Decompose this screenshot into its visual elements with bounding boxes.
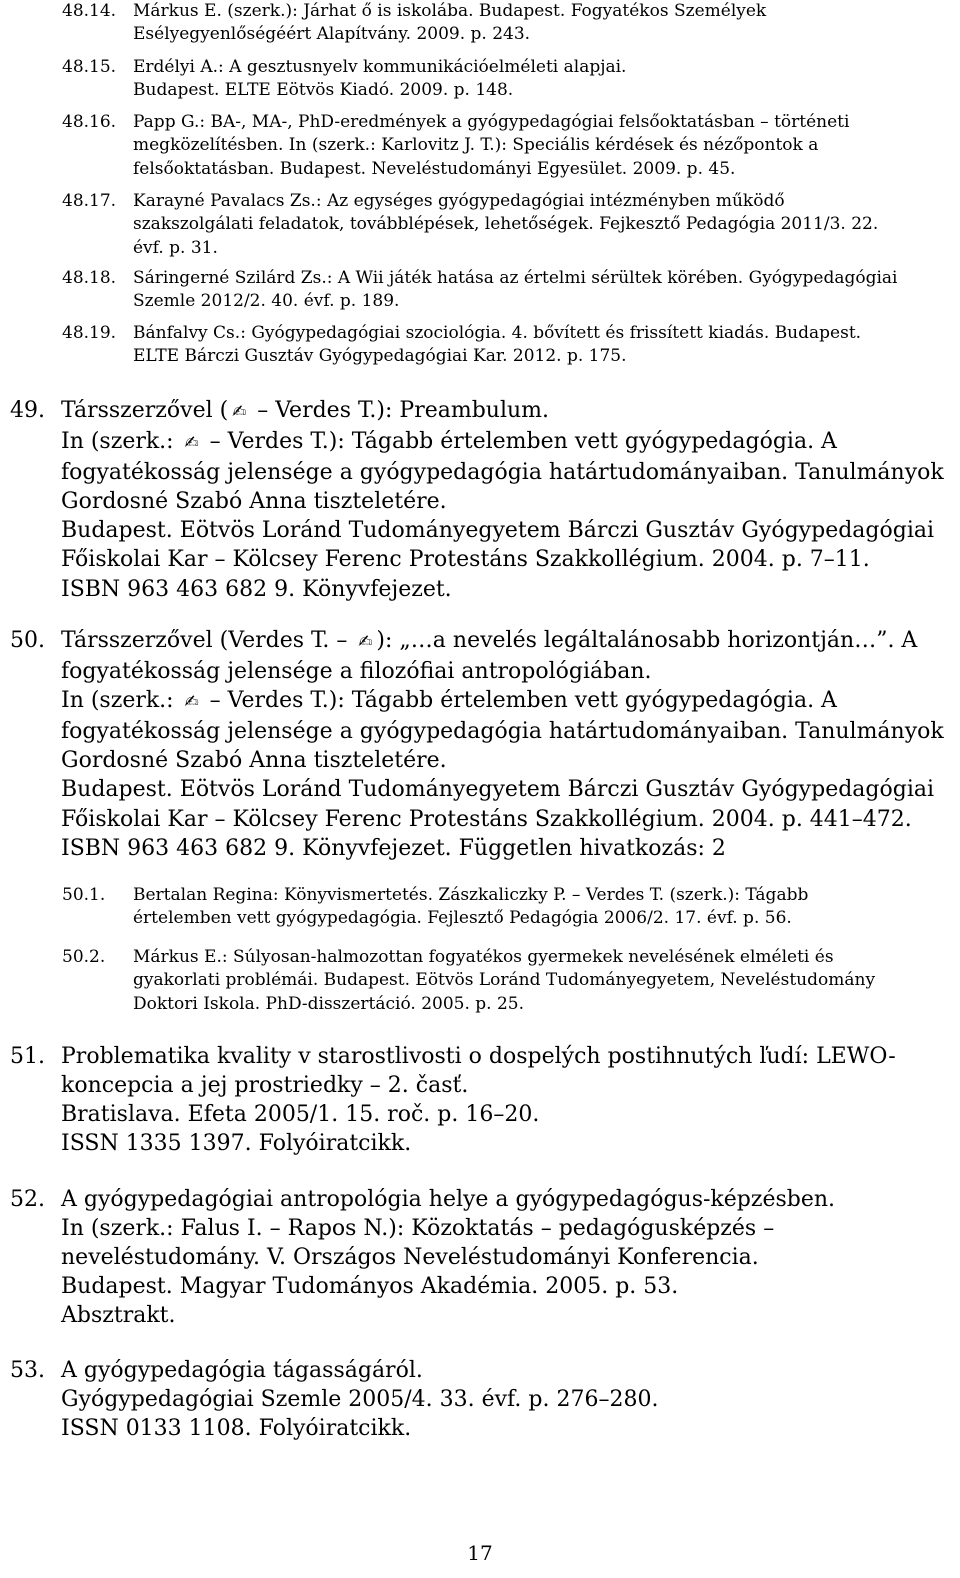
reference-number: 48.14.	[62, 1, 117, 21]
reference-line	[61, 427, 951, 458]
reference-line: Esélyegyenlőségéért Alapítvány. 2009. p. 243.	[133, 24, 531, 45]
reference-line: A gyógypedagógia tágasságáról.	[61, 1358, 423, 1383]
reference-line	[61, 396, 951, 427]
reference-text: Társszerzővel (	[61, 398, 229, 423]
reference-line: neveléstudomány. V. Országos Neveléstudományi Konferencia.	[61, 1245, 759, 1271]
reference-line: Főiskolai Kar – Kölcsey Ferenc Protestáns Szakkollégium. 2004. p. 7–11.	[61, 547, 870, 573]
reference-line: Bertalan Regina: Könyvismertetés. Zászkaliczky P. – Verdes T. (szerk.): Tágabb	[133, 885, 809, 905]
reference-line: ISSN 0133 1108. Folyóiratcikk.	[61, 1416, 412, 1442]
reference-line: Bratislava. Efeta 2005/1. 15. roč. p. 16–20.	[61, 1102, 540, 1128]
reference-line: Problematika kvality v starostlivosti o dospelých postihnutých ľudí: LEWO-	[61, 1044, 896, 1069]
reference-line: koncepcia a jej prostriedky – 2. časť.	[61, 1073, 469, 1099]
reference-line: Absztrakt.	[61, 1303, 176, 1329]
reference-text: – Verdes T.): Tágabb értelemben vett gyógypedagógia. A	[202, 429, 837, 455]
writing-hand-icon: ✍	[232, 402, 247, 422]
reference-line: fogyatékosság jelensége a gyógypedagógia határtudományaiban. Tanulmányok	[61, 460, 944, 486]
reference-number: 48.16.	[62, 112, 117, 132]
reference-line: Bánfalvy Cs.: Gyógypedagógiai szociológia. 4. bővített és frissített kiadás. Budapest.	[133, 323, 862, 343]
reference-line: Gordosné Szabó Anna tiszteletére.	[61, 748, 447, 774]
reference-text: In (szerk.:	[61, 429, 181, 455]
reference-line: ISBN 963 463 682 9. Könyvfejezet. Független hivatkozás: 2	[61, 835, 726, 861]
reference-line: évf. p. 31.	[133, 237, 218, 258]
reference-line: Gordosné Szabó Anna tiszteletére.	[61, 489, 447, 515]
reference-number: 48.17.	[62, 191, 117, 211]
reference-line: A gyógypedagógiai antropológia helye a gyógypedagógus-képzésben.	[61, 1187, 836, 1212]
reference-line: Sáringerné Szilárd Zs.: A Wii játék hatása az értelmi sérültek körében. Gyógypedagógiai	[133, 268, 898, 288]
reference-text: In (szerk.:	[61, 688, 181, 714]
reference-line: ELTE Bárczi Gusztáv Gyógypedagógiai Kar. 2012. p. 175.	[133, 346, 627, 367]
reference-line: Márkus E. (szerk.): Járhat ő is iskolába. Budapest. Fogyatékos Személyek	[133, 1, 767, 21]
reference-number: 50.2.	[62, 947, 106, 967]
reference-line: Márkus E.: Súlyosan-halmozottan fogyatékos gyermekek nevelésének elméleti és	[133, 947, 834, 967]
reference-line: fogyatékosság jelensége a filozófiai antropológiában.	[61, 659, 652, 685]
reference-line: Budapest. Magyar Tudományos Akadémia. 2005. p. 53.	[61, 1274, 679, 1300]
writing-hand-icon: ✍	[184, 433, 199, 454]
reference-number: 48.19.	[62, 323, 117, 343]
reference-line: fogyatékosság jelensége a gyógypedagógia határtudományaiban. Tanulmányok	[61, 719, 944, 745]
reference-line: szakszolgálati feladatok, továbblépések, lehetőségek. Fejkesztő Pedagógia 2011/3. 22.	[133, 214, 879, 235]
reference-line: Karayné Pavalacs Zs.: Az egységes gyógypedagógiai intézményben működő	[133, 191, 785, 211]
reference-number: 49.	[10, 398, 45, 423]
reference-line: értelemben vett gyógypedagógia. Fejlesztő Pedagógia 2006/2. 17. évf. p. 56.	[133, 908, 792, 929]
reference-line	[61, 686, 951, 717]
reference-line: Budapest. Eötvös Loránd Tudományegyetem Bárczi Gusztáv Gyógypedagógiai	[61, 777, 935, 803]
reference-text: – Verdes T.): Tágabb értelemben vett gyógypedagógia. A	[202, 688, 837, 714]
reference-line: Doktori Iskola. PhD-disszertáció. 2005. p. 25.	[133, 993, 525, 1014]
reference-number: 48.18.	[62, 268, 117, 288]
reference-number: 50.	[10, 628, 45, 653]
reference-line	[61, 626, 951, 657]
reference-line: Gyógypedagógiai Szemle 2005/4. 33. évf. p. 276–280.	[61, 1387, 659, 1413]
reference-text: – Verdes T.): Preambulum.	[250, 398, 550, 423]
reference-text: Társszerzővel (Verdes T. –	[61, 628, 355, 653]
reference-number: 51.	[10, 1044, 45, 1069]
reference-number: 48.15.	[62, 57, 117, 77]
reference-line: megközelítésben. In (szerk.: Karlovitz J. T.): Speciális kérdések és nézőpontok a	[133, 135, 819, 156]
reference-line: Szemle 2012/2. 40. évf. p. 189.	[133, 291, 400, 312]
reference-number: 53.	[10, 1358, 45, 1383]
writing-hand-icon: ✍	[184, 692, 199, 713]
reference-line: In (szerk.: Falus I. – Rapos N.): Közoktatás – pedagógusképzés –	[61, 1216, 775, 1242]
reference-number: 50.1.	[62, 885, 106, 905]
page-number: 17	[467, 1541, 493, 1565]
reference-text: ): „…a nevelés legáltalánosabb horizontján…”. A	[376, 628, 918, 653]
reference-line: Budapest. Eötvös Loránd Tudományegyetem Bárczi Gusztáv Gyógypedagógiai	[61, 518, 935, 544]
reference-line: ISBN 963 463 682 9. Könyvfejezet.	[61, 576, 452, 602]
reference-line: Papp G.: BA-, MA-, PhD-eredmények a gyógypedagógiai felsőoktatásban – történeti	[133, 112, 850, 132]
reference-line: gyakorlati problémái. Budapest. Eötvös Loránd Tudományegyetem, Neveléstudomány	[133, 970, 876, 991]
reference-line: Főiskolai Kar – Kölcsey Ferenc Protestáns Szakkollégium. 2004. p. 441–472.	[61, 806, 912, 832]
reference-number: 52.	[10, 1187, 45, 1212]
reference-line: ISSN 1335 1397. Folyóiratcikk.	[61, 1131, 412, 1157]
reference-line: Erdélyi A.: A gesztusnyelv kommunikációelméleti alapjai.	[133, 57, 627, 77]
writing-hand-icon: ✍	[358, 632, 373, 652]
reference-line: Budapest. ELTE Eötvös Kiadó. 2009. p. 148.	[133, 80, 514, 101]
reference-line: felsőoktatásban. Budapest. Neveléstudományi Egyesület. 2009. p. 45.	[133, 158, 736, 179]
